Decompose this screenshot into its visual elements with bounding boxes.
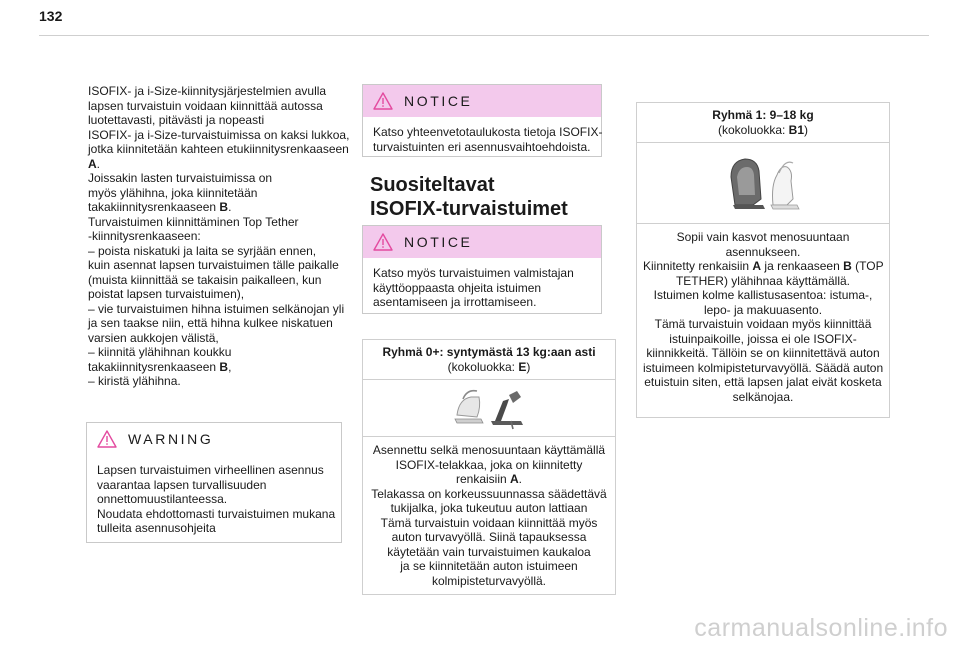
- section-heading-line2: ISOFIX-turvaistuimet: [370, 198, 568, 220]
- text-line: ISOFIX- ja i-Size-turvaistuimissa on kaksi lukkoa,: [88, 127, 350, 142]
- notice-header: [363, 85, 601, 117]
- text-line: turvaistuinten eri asennusvaihtoehdoista.: [373, 139, 591, 154]
- text-line: tulleita asennusohjeita: [97, 521, 216, 535]
- warning-box: [86, 422, 342, 543]
- text-line: istuinpaikoille, joissa ei ole ISOFIX-: [669, 331, 857, 346]
- text-line: Kiinnitetty renkaisiin A ja renkaaseen B (TOP: [643, 259, 884, 273]
- notice-text: [363, 258, 601, 318]
- text-line: Telakassa on korkeussuunnassa säädettävä: [371, 486, 607, 501]
- text-line: kolmipisteturvavyöllä.: [431, 573, 547, 588]
- text-line: A.: [88, 156, 101, 171]
- infant-carrier-base-icon: [451, 385, 527, 431]
- section-heading-line1: Suositeltavat: [370, 174, 495, 196]
- warning-title: WARNING: [128, 431, 214, 447]
- page-number: 132: [39, 8, 63, 24]
- text-line: jotka kiinnitetään kahteen etukiinnitysrenkaaseen: [88, 142, 349, 156]
- text-line: kuin asennat lapsen turvaistuimen tälle paikalle: [88, 258, 339, 272]
- text-line: Sopii vain kasvot menosuuntaan: [676, 230, 850, 244]
- notice-header: [363, 226, 601, 258]
- child-seat-image: [637, 143, 889, 224]
- text-line: onnettomuustilanteessa.: [97, 492, 228, 506]
- text-line: käytetään vain turvaistuimen kaukaloa: [387, 544, 591, 559]
- text-line: TETHER) ylähihnaa käyttämällä.: [675, 273, 851, 288]
- text-line: Katso myös turvaistuimen valmistajan: [373, 266, 574, 280]
- child-seat-icon: [723, 155, 803, 211]
- text-line: ja sen taakse niin, että hihna kulkee niskatuen: [88, 316, 333, 330]
- group-1-size-class: (kokoluokka: B1): [717, 122, 809, 137]
- watermark: carmanualsonline.info: [694, 614, 948, 642]
- text-line: vaarantaa lapsen turvallisuuden: [97, 477, 267, 492]
- text-line: – vie turvaistuimen hihna istuimen selkänojan yli: [88, 301, 345, 316]
- group-1-card: [636, 102, 890, 418]
- text-line: lapsen turvaistuin voidaan kiinnittää autossa: [88, 98, 323, 113]
- text-line: takakiinnitysrenkaaseen B.: [88, 200, 232, 214]
- notice-triangle-icon: [373, 233, 393, 251]
- text-line: myös ylähihna, joka kiinnitetään: [88, 185, 258, 200]
- text-line: Tämä turvaistuin voidaan myös kiinnittää: [654, 317, 872, 331]
- text-line: Turvaistuimen kiinnittäminen Top Tether: [88, 214, 299, 229]
- text-line: – kiinnitä ylähihnan koukku: [88, 345, 232, 359]
- text-line: auton turvavyöllä. Siinä tapauksessa: [391, 530, 587, 544]
- text-line: kiinnikkeitä. Tällöin se on kiinnitettävä auton: [646, 346, 880, 360]
- text-line: tukijalka, joka tukeutuu auton lattiaan: [390, 501, 588, 515]
- text-line: asennukseen.: [725, 244, 801, 259]
- group-1-title: Ryhmä 1: 9–18 kg: [712, 108, 814, 122]
- text-line: Istuimen kolme kallistusasentoa: istuma-,: [653, 288, 873, 302]
- text-line: poistat lapsen turvaistuimen),: [88, 287, 245, 301]
- text-line: Lapsen turvaistuimen virheellinen asennus: [97, 463, 324, 477]
- text-line: luotettavasti, pitävästi ja nopeasti: [88, 113, 265, 127]
- infant-carrier-image: [363, 380, 615, 437]
- text-line: Asennettu selkä menosuuntaan käyttämällä: [372, 443, 606, 457]
- text-line: (muista kiinnittää se takaisin paikalleen, kun: [88, 272, 322, 287]
- text-line: varsien aukkojen välistä,: [88, 330, 219, 345]
- text-line: -kiinnitysrenkaaseen:: [88, 229, 201, 243]
- text-line: – poista niskatuki ja laita se syrjään ennen,: [88, 243, 317, 258]
- text-line: takakiinnitysrenkaaseen B,: [88, 359, 232, 374]
- warning-triangle-icon: [97, 430, 117, 448]
- text-line: lepo- ja makuuasento.: [703, 302, 823, 317]
- warning-text: [87, 455, 341, 544]
- group-0-title: Ryhmä 0+: syntymästä 13 kg:aan asti: [382, 345, 596, 359]
- text-line: Tämä turvaistuin voidaan kiinnittää myös: [380, 515, 598, 530]
- group-1-description: [637, 224, 889, 410]
- notice-title: NOTICE: [404, 93, 473, 109]
- group-0-description: [363, 437, 615, 594]
- notice-title: NOTICE: [404, 234, 473, 250]
- group-0-size-class: (kokoluokka: E): [447, 359, 531, 374]
- text-line: ja se kiinnitetään auton istuimeen: [400, 559, 578, 573]
- text-line: istuimeen kolmipisteturvavyöllä. Säädä auton: [643, 360, 884, 375]
- isofix-intro-text: [88, 84, 350, 389]
- group-0-header: [363, 340, 615, 380]
- text-line: renkaisiin A.: [455, 472, 523, 486]
- group-0-card: [362, 339, 616, 595]
- group-1-header: [637, 103, 889, 143]
- warning-header: [87, 423, 341, 455]
- notice-triangle-icon: [373, 92, 393, 110]
- text-line: Katso yhteenvetotaulukosta tietoja ISOFIX-: [373, 125, 603, 139]
- text-line: ISOFIX-telakkaa, joka on kiinnitetty: [395, 457, 583, 472]
- section-heading: [370, 173, 568, 221]
- text-line: selkänojaa.: [732, 389, 794, 404]
- text-line: Noudata ehdottomasti turvaistuimen mukana: [97, 506, 336, 521]
- text-line: käyttöoppaasta ohjeita istuimen: [373, 280, 542, 295]
- notice-box-summary: [362, 84, 602, 157]
- notice-box-manufacturer: [362, 225, 602, 314]
- text-line: asentamiseen ja irrottamiseen.: [373, 295, 537, 309]
- text-line: ISOFIX- ja i-Size-kiinnitysjärjestelmien avulla: [88, 84, 327, 98]
- header-divider: [39, 35, 929, 36]
- text-line: Joissakin lasten turvaistuimissa on: [88, 171, 273, 185]
- text-line: – kiristä ylähihna.: [88, 374, 181, 388]
- notice-text: [363, 117, 601, 162]
- text-line: etuistuin siten, että lapsen jalat eivät kosketa: [644, 375, 882, 389]
